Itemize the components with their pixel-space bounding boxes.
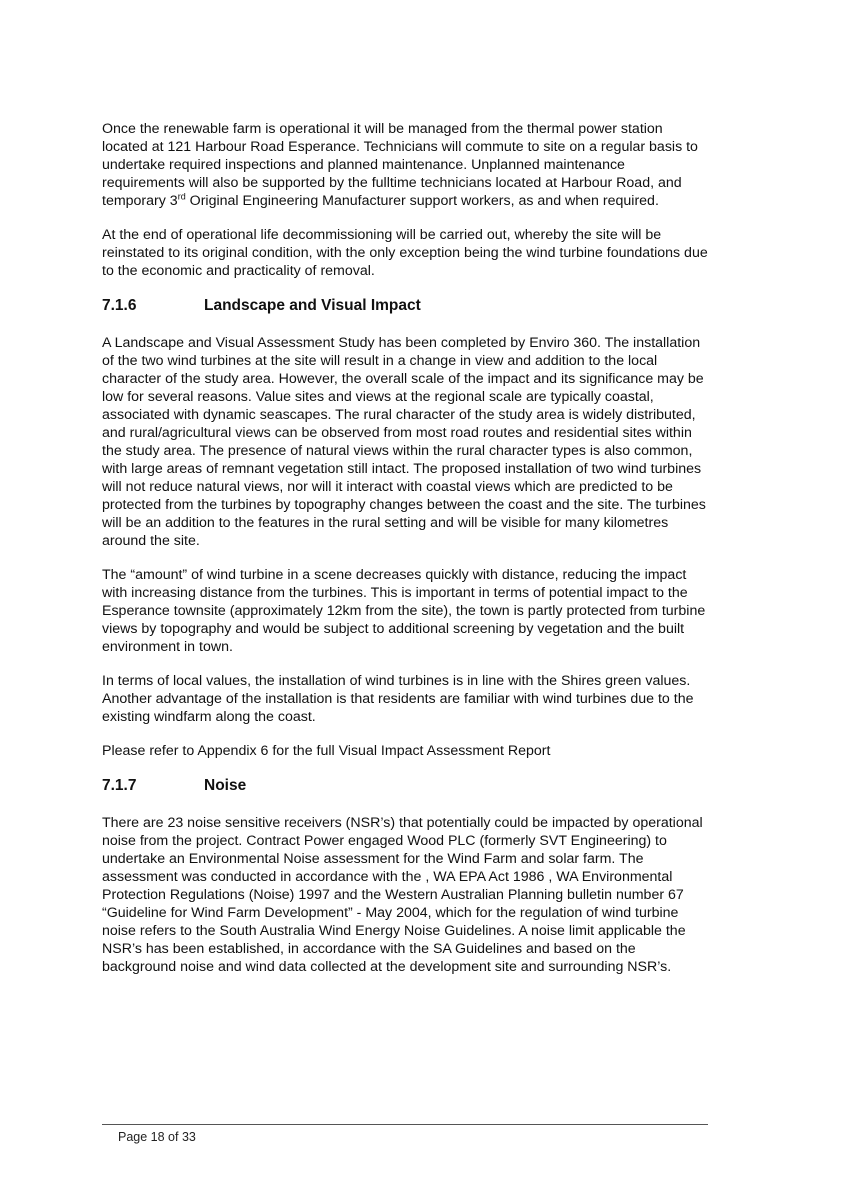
- paragraph-appendix-reference: Please refer to Appendix 6 for the full Visual Impact Assessment Report: [102, 743, 551, 759]
- section-number: 7.1.7: [102, 777, 137, 794]
- paragraph-turbine-distance: The “amount” of wind turbine in a scene decreases quickly with distance, reducing the impact with increasing distance from the turbines. This is important in terms of potential impact to the Esperance townsite (approximately 12km from the site), the town is partly protected from turbine views by topography and would be subject to additional screening by vegetation and the built environment in town.: [102, 567, 706, 655]
- section-heading-noise: [102, 776, 708, 796]
- section-heading-landscape: [102, 296, 708, 316]
- paragraph-operations-text-b: Original Engineering Manufacturer support workers, as and when required.: [185, 193, 659, 209]
- footer-divider: [102, 1124, 708, 1125]
- paragraph-local-values: In terms of local values, the installation of wind turbines is in line with the Shires green values. Another advantage of the installation is that residents are familiar with wind turbines due to the existing windfarm along the coast.: [102, 673, 694, 725]
- paragraph-operations-text-a: Once the renewable farm is operational it will be managed from the thermal power station located at 121 Harbour Road Esperance. Technicians will commute to site on a regular basis to undertake required inspections and planned maintenance. Unplanned maintenance requirements will also be supported by the fulltime technicians located at Harbour Road, and temporary 3: [102, 121, 698, 209]
- paragraph-decommissioning: At the end of operational life decommissioning will be carried out, whereby the site will be reinstated to its original condition, with the only exception being the wind turbine foundations due to the economic and practicality of removal.: [102, 227, 708, 279]
- page-number: Page 18 of 33: [118, 1130, 196, 1144]
- page-body: [102, 120, 708, 992]
- section-title: Landscape and Visual Impact: [204, 297, 421, 314]
- paragraph-landscape-study: A Landscape and Visual Assessment Study has been completed by Enviro 360. The installation of the two wind turbines at the site will result in a change in view and addition to the local character of the study area. However, the overall scale of the impact and its significance may be low for several reasons. Value sites and views at the regional scale are typically coastal, associated with dynamic seascapes. The rural character of the study area is widely distributed, and rural/agricultural views can be observed from most road routes and residential sites within the study area. The presence of natural views within the rural character types is also common, with large areas of remnant vegetation still intact. The proposed installation of two wind turbines will not reduce natural views, nor will it interact with coastal views which are predicted to be protected from the turbines by topography changes between the coast and the site. The turbines will be an addition to the features in the rural setting and will be visible for many kilometres around the site.: [102, 335, 706, 549]
- ordinal-superscript: rd: [177, 191, 186, 202]
- paragraph-noise-assessment: There are 23 noise sensitive receivers (NSR’s) that potentially could be impacted by operational noise from the project. Contract Power engaged Wood PLC (formerly SVT Engineering) to undertake an Environmental Noise assessment for the Wind Farm and solar farm. The assessment was conducted in accordance with the , WA EPA Act 1986 , WA Environmental Protection Regulations (Noise) 1997 and the Western Australian Planning bulletin number 67 “Guideline for Wind Farm Development” - May 2004, which for the regulation of wind turbine noise refers to the South Australia Wind Energy Noise Guidelines. A noise limit applicable the NSR’s has been established, in accordance with the SA Guidelines and based on the background noise and wind data collected at the development site and surrounding NSR’s.: [102, 815, 703, 975]
- section-number: 7.1.6: [102, 297, 137, 314]
- paragraph-operations: [102, 120, 708, 210]
- section-title: Noise: [204, 777, 247, 794]
